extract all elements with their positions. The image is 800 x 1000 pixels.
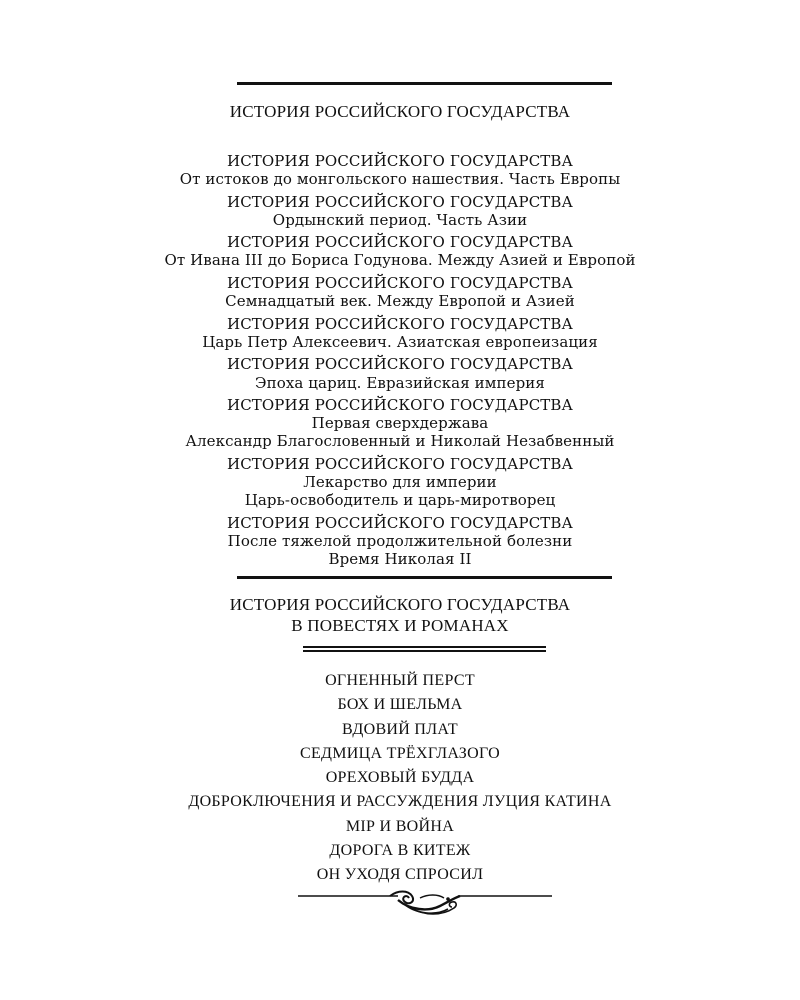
novel-title: МIР И ВОЙНА (345, 817, 455, 835)
volume-2 (0, 193, 800, 229)
volume-subtitle: Царь-освободитель и царь-миротворец (244, 491, 556, 510)
volume-subtitle: Александр Благословенный и Николай Незабвенный (185, 432, 615, 451)
volume-series-title: ИСТОРИЯ РОССИЙСКОГО ГОСУДАРСТВА (227, 152, 573, 170)
volume-1 (0, 152, 800, 188)
novels-heading-line-1: ИСТОРИЯ РОССИЙСКОГО ГОСУДАРСТВА (229, 595, 571, 614)
novel-title: ОГНЕННЫЙ ПЕРСТ (325, 672, 475, 689)
novel-list (0, 669, 800, 888)
novel-title: ДОРОГА В КИТЕЖ (329, 842, 471, 860)
volume-subtitle: От истоков до монгольского нашествия. Часть Европы (179, 170, 621, 189)
volume-subtitle: Царь Петр Алексеевич. Азиатская европеизация (202, 332, 598, 351)
volume-subtitle: Эпоха цариц. Евразийская империя (255, 373, 545, 392)
volume-list (0, 152, 800, 572)
volume-subtitle: Первая сверхдержава (311, 414, 489, 433)
volume-6 (0, 355, 800, 391)
novel-title: ОРЕХОВЫЙ БУДДА (325, 769, 475, 787)
volume-subtitle: Ордынский период. Часть Азии (272, 210, 528, 229)
volume-8 (0, 455, 800, 509)
volume-series-title: ИСТОРИЯ РОССИЙСКОГО ГОСУДАРСТВА (227, 513, 573, 532)
volume-5 (0, 315, 800, 351)
novels-double-rule (303, 646, 546, 652)
novels-heading-line-2: В ПОВЕСТЯХ И РОМАНАХ (291, 616, 509, 635)
top-rule (237, 82, 612, 85)
series-heading: ИСТОРИЯ РОССИЙСКОГО ГОСУДАРСТВА (229, 102, 571, 121)
novel-title: ОН УХОДЯ СПРОСИЛ (316, 866, 484, 884)
volume-series-title: ИСТОРИЯ РОССИЙСКОГО ГОСУДАРСТВА (227, 314, 573, 333)
volume-series-title: ИСТОРИЯ РОССИЙСКОГО ГОСУДАРСТВА (227, 192, 573, 211)
novel-title: ВДОВИЙ ПЛАТ (342, 720, 458, 738)
volume-subtitle: Семнадцатый век. Между Европой и Азией (225, 292, 575, 311)
volume-7 (0, 396, 800, 450)
flourish-ornament-icon (298, 888, 552, 918)
volume-subtitle: Лекарство для империи (303, 473, 497, 491)
novel-title: ДОБРОКЛЮЧЕНИЯ И РАССУЖДЕНИЯ ЛУЦИЯ КАТИНА (188, 793, 612, 811)
volume-3 (0, 233, 800, 269)
volume-series-title: ИСТОРИЯ РОССИЙСКОГО ГОСУДАРСТВА (227, 274, 573, 293)
novel-title: БОХ И ШЕЛЬМА (337, 696, 463, 714)
volume-series-title: ИСТОРИЯ РОССИЙСКОГО ГОСУДАРСТВА (227, 396, 573, 415)
volume-9 (0, 514, 800, 568)
novel-title: СЕДМИЦА ТРЁХГЛАЗОГО (300, 744, 500, 762)
volume-subtitle: Время Николая II (328, 549, 472, 568)
volume-series-title: ИСТОРИЯ РОССИЙСКОГО ГОСУДАРСТВА (227, 233, 573, 252)
volume-subtitle: От Ивана III до Бориса Годунова. Между Азией и Европой (164, 251, 636, 270)
volume-series-title: ИСТОРИЯ РОССИЙСКОГО ГОСУДАРСТВА (227, 454, 573, 473)
volume-4 (0, 274, 800, 310)
volume-series-title: ИСТОРИЯ РОССИЙСКОГО ГОСУДАРСТВА (227, 355, 573, 374)
volume-subtitle: После тяжелой продолжительной болезни (227, 531, 573, 550)
middle-rule (237, 576, 612, 579)
